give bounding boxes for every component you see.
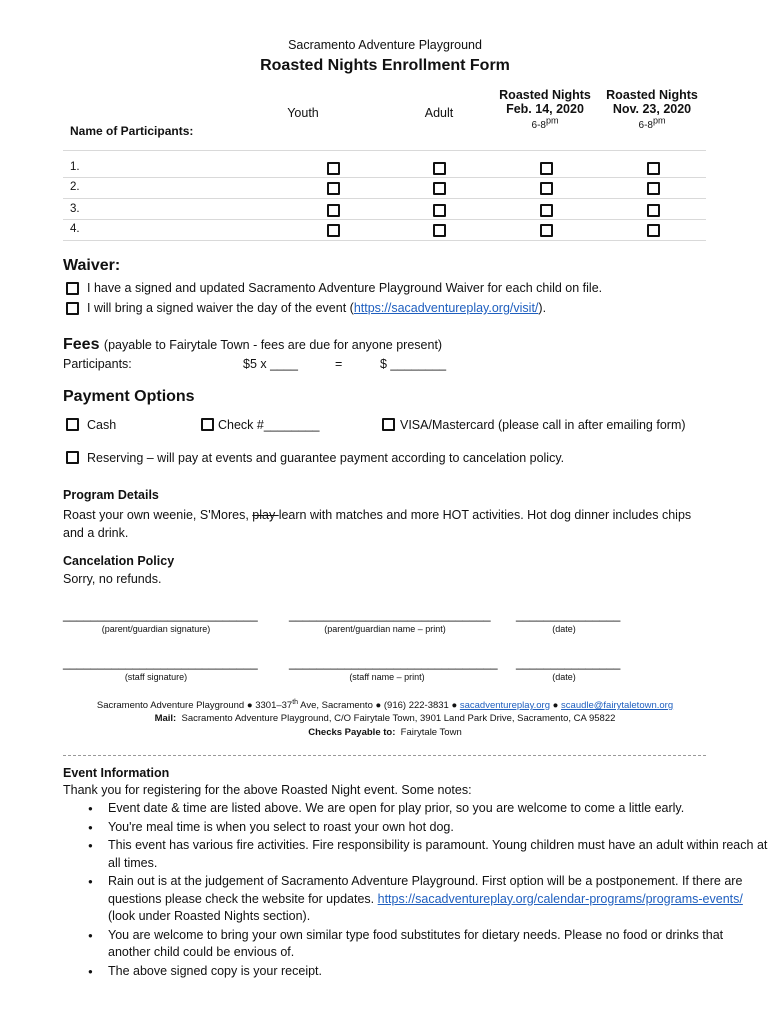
waiver-on-file-label: I have a signed and updated Sacramento Adventure Playground Waiver for each child on file. xyxy=(87,281,603,295)
cash-label: Cash xyxy=(87,418,117,432)
fee-total-field[interactable]: $ ________ xyxy=(380,357,447,371)
column-nov-title: Roasted Nights xyxy=(606,88,698,102)
adult-checkbox[interactable] xyxy=(433,224,446,237)
youth-checkbox[interactable] xyxy=(327,162,340,175)
staff-name-line[interactable]: ______________________________ xyxy=(289,656,498,670)
address-text: Sacramento Adventure Playground ● 3301–37 xyxy=(96,700,293,712)
check-checkbox[interactable] xyxy=(201,418,214,431)
feb-event-checkbox[interactable] xyxy=(540,162,553,175)
youth-checkbox[interactable] xyxy=(327,204,340,217)
staff-date-line[interactable]: _______________ xyxy=(516,656,621,670)
column-feb-time: 6-8 xyxy=(531,120,546,132)
program-text xyxy=(63,506,713,542)
staff-date-caption: (date) xyxy=(552,672,576,682)
program-text-line2: and a drink. xyxy=(63,526,129,540)
row-number: 1. xyxy=(70,161,80,173)
waiver-bring-end: ). xyxy=(538,301,547,315)
parent-date-line[interactable]: _______________ xyxy=(516,608,621,622)
nov-event-checkbox[interactable] xyxy=(647,224,660,237)
contact-line xyxy=(0,699,770,711)
list-item: ● You are welcome to bring your own similar type food substitutes for dietary needs. Please no food or drinks that another child could be envious of. xyxy=(108,927,768,962)
program-heading: Program Details xyxy=(63,488,159,502)
check-number-field[interactable]: Check #________ xyxy=(218,418,320,432)
card-checkbox[interactable] xyxy=(382,418,395,431)
parent-name-line[interactable]: _____________________________ xyxy=(289,608,491,622)
program-text-start: Roast your own weenie, S'Mores, xyxy=(63,508,253,522)
participants-fee-label: Participants: xyxy=(63,357,132,371)
participants-table xyxy=(0,158,770,240)
checks-label: Checks Payable to: xyxy=(308,727,396,738)
staff-name-caption: (staff name – print) xyxy=(349,672,425,682)
feb-event-checkbox[interactable] xyxy=(540,182,553,195)
fee-rate[interactable]: $5 x ____ xyxy=(243,357,298,371)
row-number: 2. xyxy=(70,181,80,193)
parent-signature-caption: (parent/guardian signature) xyxy=(101,624,211,634)
staff-signature-caption: (staff signature) xyxy=(124,672,188,682)
column-nov-time: 6-8 xyxy=(638,120,653,132)
list-item xyxy=(108,873,768,926)
nov-event-checkbox[interactable] xyxy=(647,182,660,195)
table-divider xyxy=(63,150,706,151)
list-item: ● This event has various fire activities. Fire responsibility is paramount. Young children must have an adult within reach at all times. xyxy=(108,837,768,872)
list-item: ● Event date & time are listed above. We are open for play prior, so you are welcome to come a little early. xyxy=(108,800,768,818)
event-notes-list xyxy=(63,800,768,981)
cancelation-heading: Cancelation Policy xyxy=(63,554,175,568)
calendar-link[interactable]: https://sacadventureplay.org/calendar-programs/programs-events/ xyxy=(377,891,743,906)
adult-checkbox[interactable] xyxy=(433,204,446,217)
visit-link[interactable]: https://sacadventureplay.org/visit/ xyxy=(353,301,539,315)
nov-event-checkbox[interactable] xyxy=(647,204,660,217)
column-feb-time-suffix: pm xyxy=(545,116,559,126)
row-number: 3. xyxy=(70,203,80,215)
adult-checkbox[interactable] xyxy=(433,162,446,175)
program-text-end: learn with matches and more HOT activities. Hot dog dinner includes chips xyxy=(278,508,692,522)
column-feb-date: Feb. 14, 2020 xyxy=(506,102,584,116)
row-number: 4. xyxy=(70,223,80,235)
rain-out-end: (look under Roasted Nights section). xyxy=(108,909,311,923)
event-info-heading: Event Information xyxy=(63,766,170,780)
participant-name-field[interactable] xyxy=(80,181,310,195)
cash-checkbox[interactable] xyxy=(66,418,79,431)
address-superscript: th xyxy=(292,699,299,706)
waiver-bring-label xyxy=(87,301,546,315)
parent-date-caption: (date) xyxy=(552,624,576,634)
payment-heading: Payment Options xyxy=(63,388,195,405)
phone-text: Ave, Sacramento ● (916) 222-3831 ● xyxy=(298,700,460,712)
mail-label: Mail: xyxy=(154,713,177,724)
column-youth: Youth xyxy=(287,106,319,120)
youth-checkbox[interactable] xyxy=(327,182,340,195)
column-feb-event xyxy=(490,88,600,131)
fees-heading-line xyxy=(63,336,442,354)
event-info-intro: Thank you for registering for the above Roasted Night event. Some notes: xyxy=(63,783,472,797)
email-link[interactable]: scaudle@fairytaletown.org xyxy=(561,700,674,712)
website-link[interactable]: sacadventureplay.org xyxy=(459,700,550,712)
waiver-bring-text: I will bring a signed waiver the day of the event ( xyxy=(87,301,354,315)
card-label: VISA/Mastercard (please call in after emailing form) xyxy=(400,418,686,432)
form-title: Roasted Nights Enrollment Form xyxy=(260,57,510,74)
list-item: ● The above signed copy is your receipt. xyxy=(108,963,768,981)
cancelation-text: Sorry, no refunds. xyxy=(63,572,162,586)
row-divider xyxy=(63,177,706,178)
waiver-bring-checkbox[interactable] xyxy=(66,302,79,315)
adult-checkbox[interactable] xyxy=(433,182,446,195)
waiver-on-file-checkbox[interactable] xyxy=(66,282,79,295)
list-item: ● You're meal time is when you select to roast your own hot dog. xyxy=(108,819,768,837)
fees-note: (payable to Fairytale Town - fees are due for anyone present) xyxy=(103,338,443,352)
checks-line xyxy=(0,727,770,738)
column-adult: Adult xyxy=(424,106,454,120)
parent-name-caption: (parent/guardian name – print) xyxy=(324,624,446,634)
row-divider xyxy=(63,219,706,220)
waiver-heading: Waiver: xyxy=(63,257,121,274)
column-nov-time-suffix: pm xyxy=(652,116,666,126)
participant-name-field[interactable] xyxy=(80,223,310,237)
feb-event-checkbox[interactable] xyxy=(540,204,553,217)
fee-equals: = xyxy=(335,357,343,371)
checks-payee: Fairytale Town xyxy=(400,727,462,738)
program-text-struck: play xyxy=(252,508,279,522)
organization-name: Sacramento Adventure Playground xyxy=(288,38,482,52)
reserving-checkbox[interactable] xyxy=(66,451,79,464)
row-divider xyxy=(63,240,706,241)
rain-out-text: Rain out is at the judgement of Sacramento Adventure Playground. First option will be a postponement. If there are questions please check the website for updates. xyxy=(108,874,743,906)
row-divider xyxy=(63,198,706,199)
parent-signature-line[interactable]: ____________________________ xyxy=(63,608,258,622)
fees-heading: Fees xyxy=(63,336,100,353)
feb-event-checkbox[interactable] xyxy=(540,224,553,237)
reserving-label: Reserving – will pay at events and guarantee payment according to cancelation policy. xyxy=(87,451,565,465)
participants-name-label: Name of Participants: xyxy=(70,124,194,138)
cut-line xyxy=(63,755,706,756)
mail-line xyxy=(0,713,770,724)
nov-event-checkbox[interactable] xyxy=(647,162,660,175)
participant-name-field[interactable] xyxy=(80,161,310,175)
participant-name-field[interactable] xyxy=(80,203,310,217)
youth-checkbox[interactable] xyxy=(327,224,340,237)
separator: ● xyxy=(550,700,562,712)
staff-signature-line[interactable]: ____________________________ xyxy=(63,656,258,670)
mail-address: Sacramento Adventure Playground, C/O Fairytale Town, 3901 Land Park Drive, Sacramento, CA 95822 xyxy=(181,713,616,724)
column-feb-title: Roasted Nights xyxy=(499,88,591,102)
column-nov-event xyxy=(597,88,707,131)
column-nov-date: Nov. 23, 2020 xyxy=(612,102,692,116)
